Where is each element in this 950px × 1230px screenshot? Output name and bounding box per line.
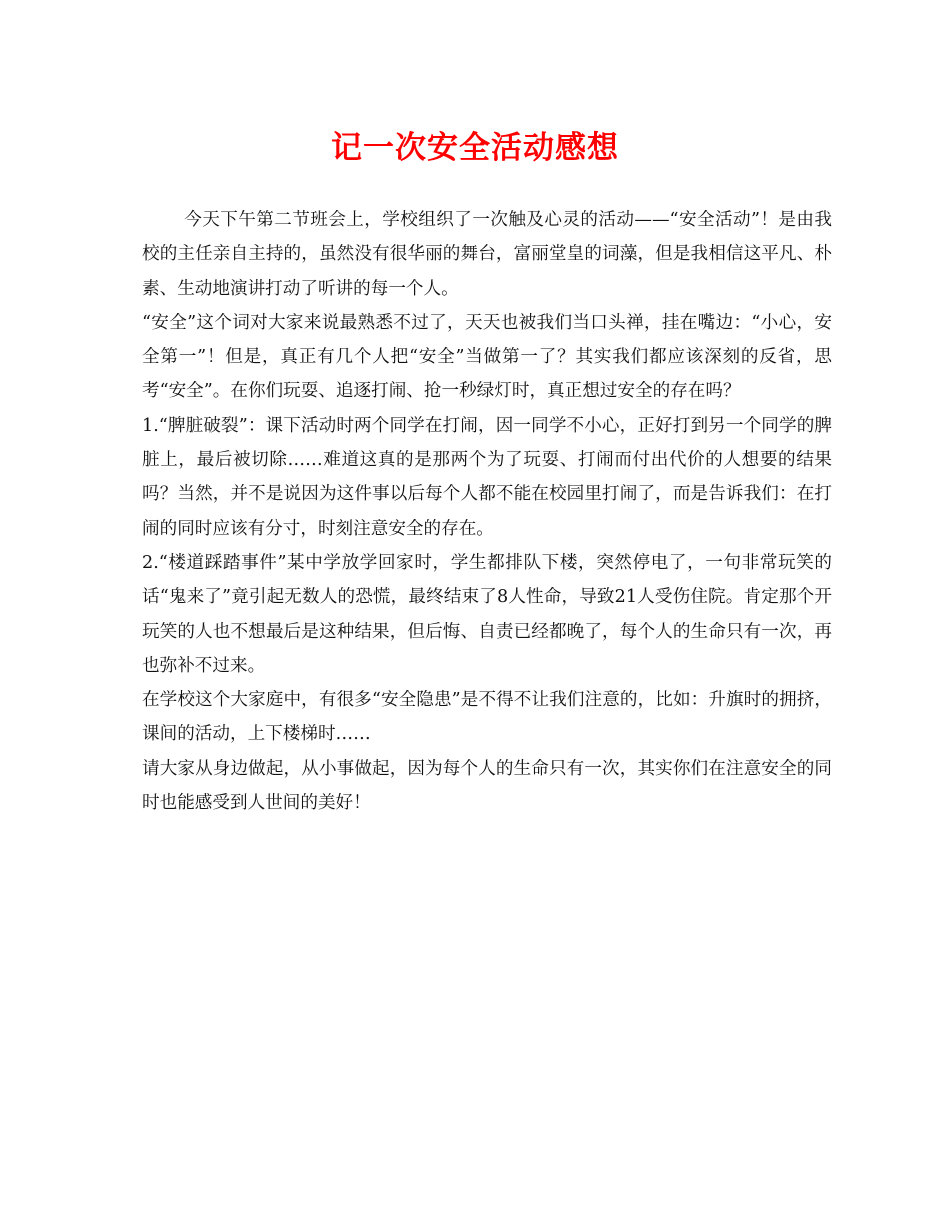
document-body xyxy=(142,203,832,820)
paragraph-intro: 今天下午第二节班会上，学校组织了一次触及心灵的活动——“安全活动”！是由我校的主任亲自主持的，虽然没有很华丽的舞台，富丽堂皇的词藻，但是我相信这平凡、朴素、生动地演讲打动了听讲的每一个人。 xyxy=(142,210,832,299)
paragraph-example-stampede: 2.“楼道踩踏事件”某中学放学回家时，学生都排队下楼，突然停电了，一句非常玩笑的话“鬼来了”竟引起无数人的恐慌，最终结束了8人性命，导致21人受伤住院。肯定那个开玩笑的人也不想最后是这种结果，但后悔、自责已经都晚了，每个人的生命只有一次，再也弥补不过来。 xyxy=(142,552,832,676)
paragraph-example-spleen: 1.“脾脏破裂”：课下活动时两个同学在打闹，因一同学不小心，正好打到另一个同学的脾脏上，最后被切除……难道这真的是那两个为了玩耍、打闹而付出代价的人想要的结果吗？当然，并不是说因为这件事以后每个人都不能在校园里打闹了，而是告诉我们：在打闹的同时应该有分寸，时刻注意安全的存在。 xyxy=(142,415,832,539)
document-title: 记一次安全活动感想 xyxy=(331,130,619,166)
paragraph-safety-reflection: “安全”这个词对大家来说最熟悉不过了，天天也被我们当口头禅，挂在嘴边：“小心，安全第一”！但是，真正有几个人把“安全”当做第一了？其实我们都应该深刻的反省，思考“安全”。在你们玩耍、追逐打闹、抢一秒绿灯时，真正想过安全的存在吗？ xyxy=(142,312,832,402)
paragraph-school-hazards: 在学校这个大家庭中，有很多“安全隐患”是不得不让我们注意的，比如：升旗时的拥挤，课间的活动，上下楼梯时…… xyxy=(142,690,832,745)
paragraph-conclusion: 请大家从身边做起，从小事做起，因为每个人的生命只有一次，其实你们在注意安全的同时也能感受到人世间的美好！ xyxy=(142,758,832,814)
